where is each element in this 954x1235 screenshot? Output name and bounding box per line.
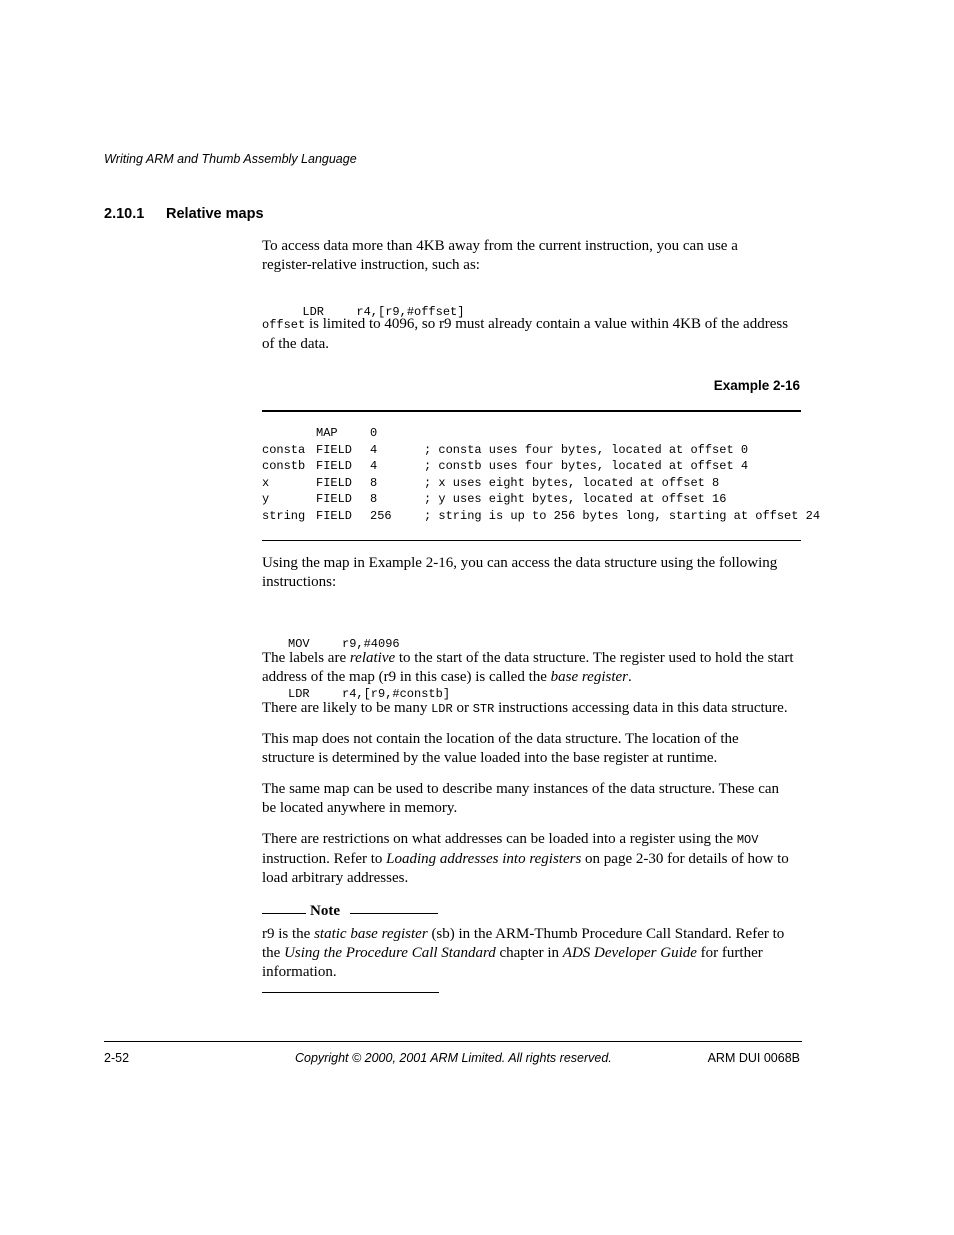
code-op: MOV	[288, 637, 310, 652]
document-id: ARM DUI 0068B	[707, 1051, 800, 1065]
running-header: Writing ARM and Thumb Assembly Language	[104, 152, 357, 166]
intro-paragraph	[262, 237, 804, 275]
code-value: 8	[370, 475, 378, 490]
example-code-line	[262, 442, 820, 459]
labels-line-2	[262, 668, 804, 687]
code-comment: ; x uses eight bytes, located at offset 8	[424, 475, 720, 490]
text: the	[262, 945, 285, 961]
text: address of the map (r9 in this case) is called the	[262, 669, 551, 685]
note-line-1	[262, 925, 804, 944]
text: instruction. Refer to	[262, 851, 387, 867]
same-map-line-1: The same map can be used to describe many instances of the data structure. These can	[262, 781, 780, 797]
code-comment: ; consta uses four bytes, located at offset 0	[424, 442, 749, 457]
text: .	[628, 669, 632, 685]
labels-line-1	[262, 649, 804, 668]
page-number: 2-52	[104, 1051, 130, 1065]
offset-line-1-text: is limited to 4096, so r9 must already contain a value within 4KB of the address	[305, 316, 789, 332]
same-map-paragraph	[262, 780, 804, 818]
section-title: Relative maps	[166, 206, 264, 222]
code-args: r9,#4096	[342, 637, 400, 652]
text: r9 is the	[262, 926, 315, 942]
example-label: Example 2-16	[713, 378, 800, 393]
example-code-line	[262, 508, 820, 525]
code-op: FIELD	[316, 492, 353, 507]
text: The labels are	[262, 650, 350, 666]
location-line-2: structure is determined by the value loaded into the base register at runtime.	[262, 750, 718, 766]
code-value: 256	[370, 508, 392, 523]
example-code-line	[262, 475, 820, 492]
code-args: r4,[r9,#offset]	[356, 304, 465, 319]
same-map-line-2: be located anywhere in memory.	[262, 800, 458, 816]
restrictions-paragraph	[262, 830, 804, 888]
note-title: Note	[310, 903, 340, 919]
code-op: FIELD	[316, 459, 353, 474]
labels-paragraph	[262, 649, 804, 687]
code-value: 4	[370, 442, 378, 457]
code-op: FIELD	[316, 508, 353, 523]
text: chapter in	[495, 945, 563, 961]
code-op: FIELD	[316, 442, 353, 457]
restrictions-line-3: load arbitrary addresses.	[262, 870, 409, 886]
code-label: constb	[262, 459, 306, 474]
location-paragraph	[262, 730, 804, 768]
code-ldr: LDR	[431, 702, 453, 716]
example-code-line	[262, 458, 820, 475]
text: or	[452, 700, 473, 716]
example-bottom-rule	[262, 540, 801, 541]
ldr-str-paragraph	[262, 699, 804, 719]
text: There are likely to be many	[262, 700, 432, 716]
text: for further	[696, 945, 763, 961]
code-args: r4,[r9,#constb]	[342, 686, 451, 701]
intro-line-2: register-relative instruction, such as:	[262, 257, 480, 273]
code-op: FIELD	[316, 475, 353, 490]
note-rule-left	[262, 913, 306, 914]
emphasis-ads-guide: ADS Developer Guide	[562, 945, 697, 961]
code-label: consta	[262, 442, 306, 457]
emphasis-pcs: Using the Procedure Call Standard	[284, 945, 496, 961]
code-comment: ; string is up to 256 bytes long, starting at offset 24	[424, 508, 821, 523]
example-code-block	[262, 425, 820, 525]
note-line-2	[262, 944, 804, 963]
example-code-line	[262, 425, 820, 442]
text: There are restrictions on what addresses can be loaded into a register using the	[262, 831, 737, 847]
note-block	[262, 903, 804, 982]
using-line-2: instructions:	[262, 574, 337, 590]
code-str: STR	[472, 702, 495, 716]
note-rule-right	[350, 913, 438, 914]
code-op: LDR	[302, 304, 325, 319]
offset-paragraph	[262, 315, 804, 354]
restrictions-line-2	[262, 850, 804, 869]
code-op: LDR	[288, 686, 310, 701]
location-line-1: This map does not contain the location of the data structure. The location of the	[262, 731, 739, 747]
offset-line-1	[262, 315, 804, 335]
code-label: string	[262, 508, 306, 523]
note-body	[262, 925, 804, 982]
code-value: 8	[370, 492, 378, 507]
emphasis-static-base: static base register	[314, 926, 428, 942]
using-line-1: Using the map in Example 2-16, you can access the data structure using the following	[262, 555, 778, 571]
code-value: 0	[370, 426, 378, 440]
offset-code: offset	[262, 318, 306, 332]
code-comment: ; y uses eight bytes, located at offset 16	[424, 492, 727, 507]
section-heading	[104, 206, 264, 222]
code-op: MAP	[316, 426, 338, 440]
link-loading-addresses: Loading addresses into registers	[386, 851, 582, 867]
using-map-paragraph	[262, 554, 804, 592]
text: on page 2-30 for details of how to	[581, 851, 789, 867]
text: instructions accessing data in this data structure.	[494, 700, 788, 716]
copyright: Copyright © 2000, 2001 ARM Limited. All rights reserved.	[295, 1051, 612, 1065]
code-comment: ; constb uses four bytes, located at offset 4	[424, 459, 749, 474]
note-line-3: information.	[262, 964, 337, 980]
section-number: 2.10.1	[104, 206, 145, 222]
offset-line-2: of the data.	[262, 336, 330, 352]
text: (sb) in the ARM-Thumb Procedure Call Standard. Refer to	[427, 926, 785, 942]
note-heading	[262, 903, 804, 923]
footer-rule	[104, 1041, 802, 1042]
example-top-rule	[262, 410, 801, 412]
example-code-line	[262, 491, 820, 508]
code-label: x	[262, 475, 270, 490]
note-bottom-rule	[262, 992, 439, 993]
code-value: 4	[370, 459, 378, 474]
emphasis-relative: relative	[349, 650, 396, 666]
emphasis-base-register: base register	[550, 669, 629, 685]
intro-line-1: To access data more than 4KB away from the current instruction, you can use a	[262, 238, 738, 254]
restrictions-line-1	[262, 830, 804, 850]
text: to the start of the data structure. The register used to hold the start	[395, 650, 794, 666]
code-label: y	[262, 492, 270, 507]
code-mov: MOV	[736, 833, 759, 847]
